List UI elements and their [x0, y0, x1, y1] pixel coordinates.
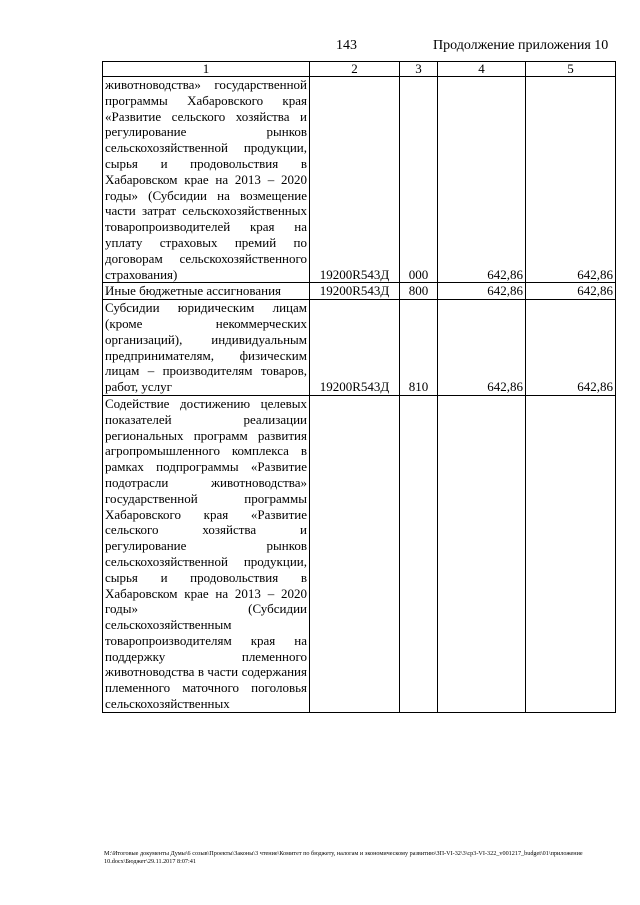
- row-type: [400, 395, 438, 712]
- budget-table: [102, 61, 616, 713]
- row-code: [310, 395, 400, 712]
- row-amount-2: 642,86: [526, 283, 616, 300]
- column-header: 5: [526, 62, 616, 77]
- row-amount-1: [438, 395, 526, 712]
- column-header: 3: [400, 62, 438, 77]
- table-header-row: [103, 62, 616, 77]
- row-amount-1: 642,86: [438, 283, 526, 300]
- row-code: 19200R543Д: [310, 283, 400, 300]
- row-name: Субсидии юридическим лицам (кроме некоммерческих организаций), индивидуальным предпринимателям, физическим лицам – производителям товаров, работ, услуг: [103, 300, 310, 396]
- continuation-label: Продолжение приложения 10: [433, 38, 609, 53]
- table-row: [103, 77, 616, 283]
- row-amount-2: [526, 395, 616, 712]
- column-header: 1: [103, 62, 310, 77]
- table-row: [103, 395, 616, 712]
- row-type: 810: [400, 300, 438, 396]
- row-amount-1: 642,86: [438, 77, 526, 283]
- row-type: 800: [400, 283, 438, 300]
- table-row: [103, 283, 616, 300]
- row-name: животноводства» государственной программы Хабаровского края «Развитие сельского хозяйства и регулирование рынков сельскохозяйственной продукции, сырья и продовольствия в Хабаровском крае на 2013 – 2020 годы» (Субсидии на возмещение части затрат сельскохозяйственных товаропроизводителей края на уплату страховых премий по договорам сельскохозяйственного страхования): [103, 77, 310, 283]
- file-path-footer: М:\Итоговые документы Думы\6 созыв\Проекты\Законы\3 чтение\Комитет по бюджету, налогам и экономическому развитию\ЗП-VI-32\3\ср3-VI-322_v001217_budget\01\приложение 10.docx\Бюджет\29.11.2017 8:07:41: [104, 850, 583, 865]
- row-amount-2: 642,86: [526, 77, 616, 283]
- row-code: 19200R543Д: [310, 77, 400, 283]
- column-header: 4: [438, 62, 526, 77]
- row-name: Иные бюджетные ассигнования: [103, 283, 310, 300]
- row-amount-1: 642,86: [438, 300, 526, 396]
- row-amount-2: 642,86: [526, 300, 616, 396]
- page-number: 143: [336, 38, 357, 53]
- row-type: 000: [400, 77, 438, 283]
- row-code: 19200R543Д: [310, 300, 400, 396]
- column-header: 2: [310, 62, 400, 77]
- table-row: [103, 300, 616, 396]
- row-name: Содействие достижению целевых показателей реализации региональных программ развития агропромышленного комплекса в рамках подпрограммы «Развитие подотрасли животноводства» государственной программы Хабаровского края «Развитие сельского хозяйства и регулирование рынков сельскохозяйственной продукции, сырья и продовольствия в Хабаровском крае на 2013 – 2020 годы» (Субсидии сельскохозяйственным товаропроизводителям края на поддержку племенного животноводства в части содержания племенного маточного поголовья сельскохозяйственных: [103, 395, 310, 712]
